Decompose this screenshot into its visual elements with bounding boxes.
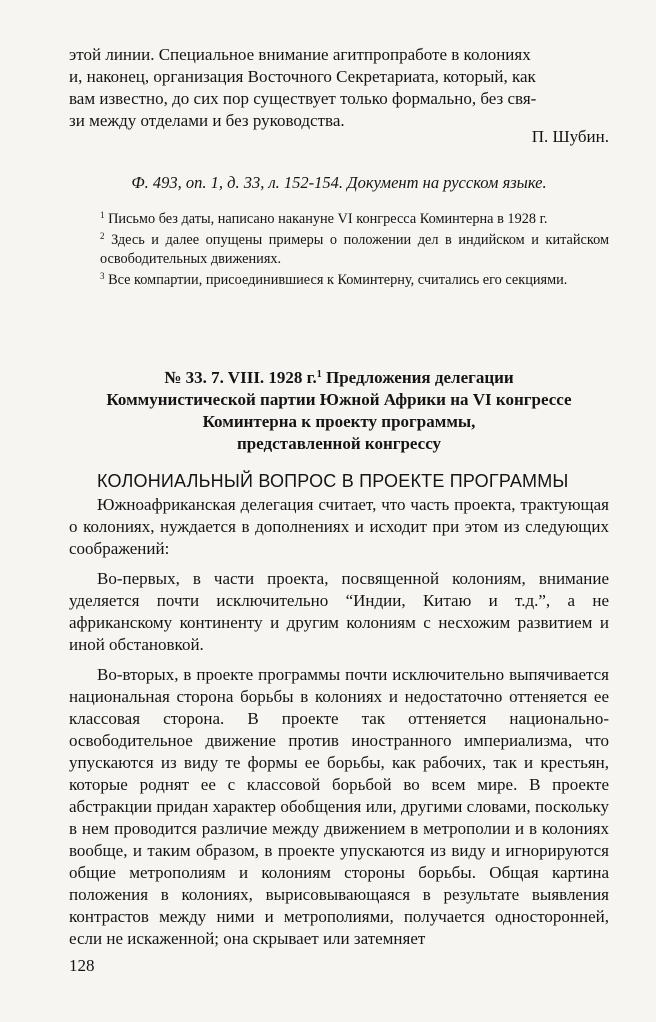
main-text	[69, 494, 609, 958]
heading-line: Коммунистической партии Южной Африки на VI конгрессе	[106, 390, 572, 409]
footnotes	[100, 210, 609, 292]
footnote-number: 3	[100, 271, 105, 281]
heading-line: представленной конгрессу	[236, 434, 442, 453]
document-number-date: № 33. 7. VIII. 1928 г.	[164, 368, 317, 387]
author-signature: П. Шубин.	[531, 127, 609, 146]
text-line: этой линии. Специальное внимание агитпропработе в колониях	[69, 45, 531, 64]
paragraph: Южноафриканская делегация считает, что часть проекта, трактующая о колониях, нуждается в дополнениях и исходит при этом из следующих соображений:	[69, 495, 609, 558]
paragraph: Во-вторых, в проекте программы почти исключительно выпячивается национальная сторона борьбы в колониях и недостаточно оттеняется ее классовая сторона. В проекте так оттеняется национально-освободительное движение против иностранного империализма, что упускаются из виду те формы ее борьбы, как рабочих, так и крестьян, которые роднят ее с классовой борьбой во всем мире. В проекте абстракции придан характер обобщения или, другими словами, поскольку в нем проводится различие между движением в метрополии и в колониях вообще, и таким образом, в проекте упускаются из виду и игнорируются общие метрополиям и колониям стороны борьбы. Общая картина положения в колониях, вырисовывающаяся в результате выявления контрастов между ними и метрополиями, получается односторонней, если не искаженной; она скрывает или затемняет	[69, 665, 609, 948]
footnote-mark: 1	[316, 369, 322, 380]
document-heading	[69, 367, 609, 455]
footnote	[100, 271, 609, 290]
previous-document-ending	[69, 44, 609, 132]
heading-text: Предложения делегации	[321, 368, 514, 387]
text-line: вам известно, до сих пор существует только формально, без свя-	[69, 89, 537, 108]
footnote-text: Письмо без даты, написано накануне VI конгресса Коминтерна в 1928 г.	[108, 211, 548, 227]
text-line: и, наконец, организация Восточного Секретариата, который, как	[69, 67, 536, 86]
footnote-number: 1	[100, 210, 105, 220]
footnote-text: Здесь и далее опущены примеры о положении дел в индийском и китайском освободительных движениях.	[100, 232, 610, 267]
heading-line	[69, 367, 609, 389]
archive-reference: Ф. 493, оп. 1, д. 33, л. 152-154. Документ на русском языке.	[131, 173, 547, 192]
footnote	[100, 210, 609, 229]
footnote-text: Все компартии, присоединившиеся к Коминтерну, считались его секциями.	[108, 272, 568, 288]
text-line: зи между отделами и без руководства.	[69, 111, 345, 130]
footnote	[100, 231, 609, 269]
page-number: 128	[69, 956, 95, 975]
section-title: КОЛОНИАЛЬНЫЙ ВОПРОС В ПРОЕКТЕ ПРОГРАММЫ	[97, 471, 569, 491]
paragraph: Во-первых, в части проекта, посвященной колониям, внимание уделяется почти исключительно “Индии, Китаю и т.д.”, а не африканскому континенту и другим колониям с несхожим развитием и иной обстановкой.	[69, 569, 609, 654]
heading-line: Коминтерна к проекту программы,	[202, 412, 476, 431]
footnote-number: 2	[100, 231, 105, 241]
